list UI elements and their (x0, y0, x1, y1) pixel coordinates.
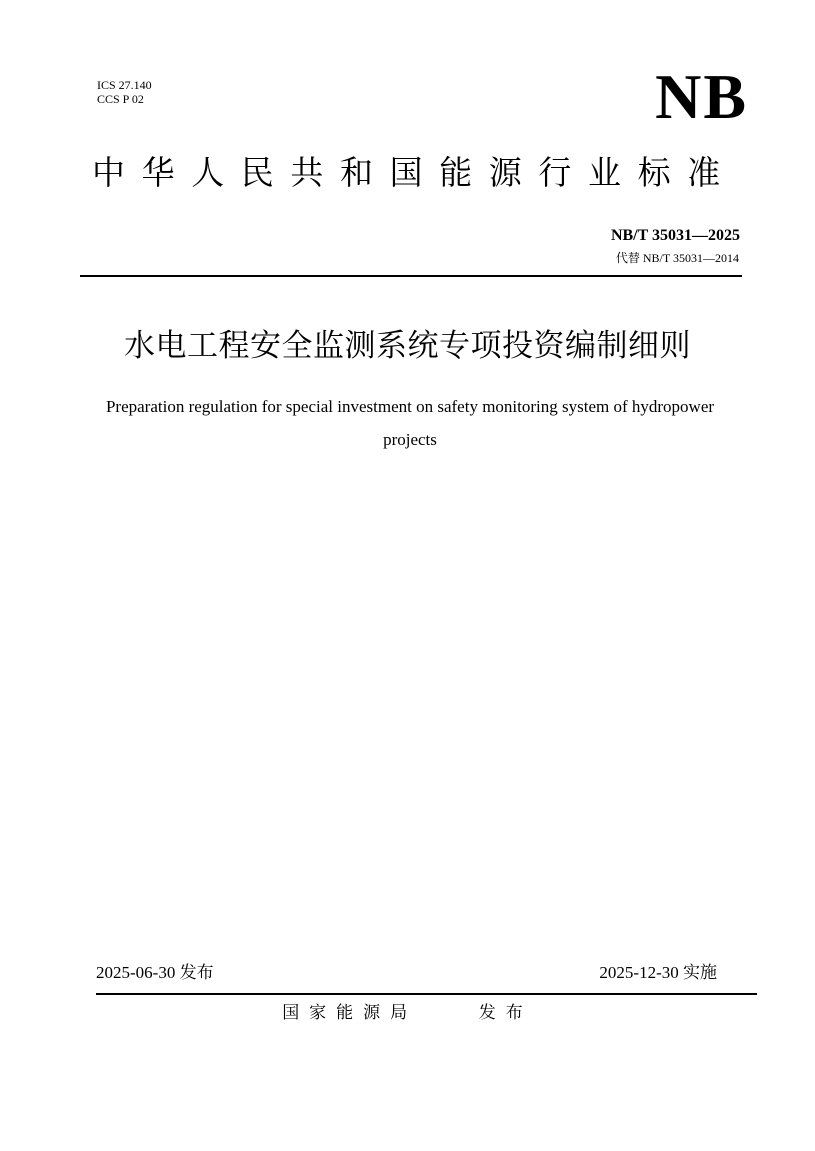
classification-block (97, 78, 152, 106)
issue-date: 2025-06-30 发布 (96, 963, 214, 982)
title-chinese: 水电工程安全监测系统专项投资编制细则 (124, 328, 691, 364)
footer-divider (96, 993, 757, 995)
ics-code: ICS 27.140 (97, 78, 152, 92)
header-divider (80, 275, 742, 277)
title-english: Preparation regulation for special investment on safety monitoring system of hydropower projects (105, 397, 715, 449)
implementation-date: 2025-12-30 实施 (599, 963, 717, 982)
nb-logo: NB (655, 61, 748, 132)
replaces-standard: 代替 NB/T 35031—2014 (615, 251, 739, 265)
organization-heading: 中华人民共和国能源行业标准 (92, 153, 737, 192)
standard-number: NB/T 35031—2025 (610, 227, 740, 244)
ccs-code: CCS P 02 (97, 92, 144, 106)
issuer: 国家能源局 发布 (282, 1003, 533, 1023)
